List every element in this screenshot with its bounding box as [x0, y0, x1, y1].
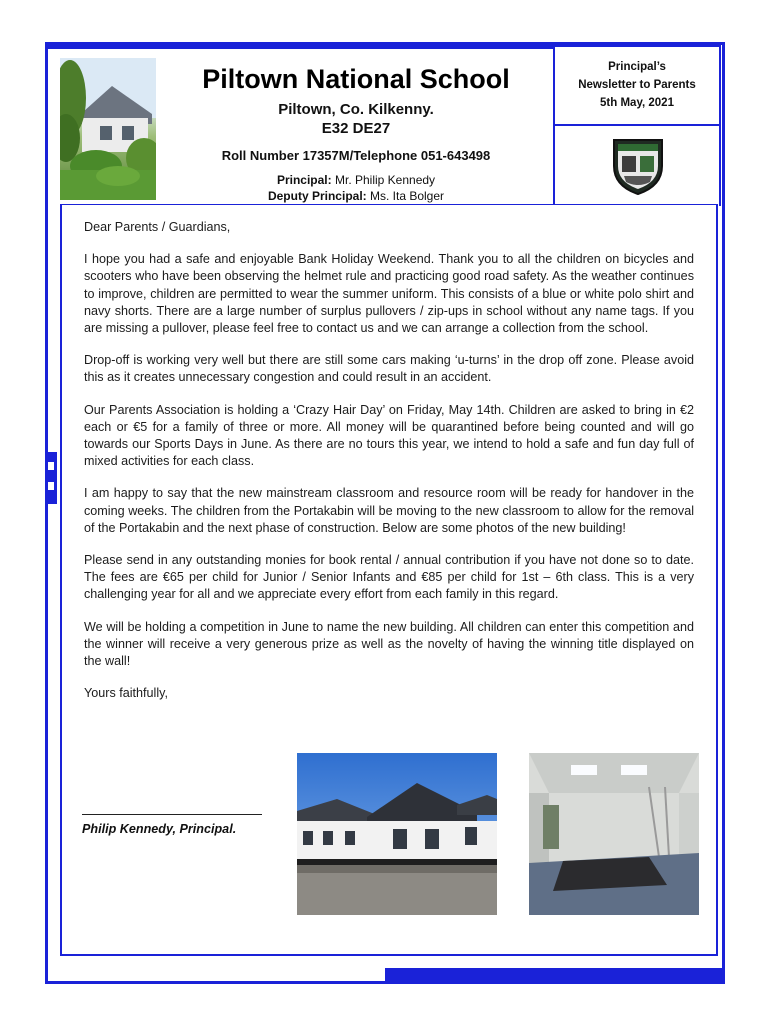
newsletter-title-line2: Newsletter to Parents: [578, 79, 696, 91]
eircode: E32 DE27: [321, 120, 391, 137]
frame-bottom-bar: [385, 968, 725, 984]
crest-box: [553, 126, 721, 206]
address-line: Piltown, Co. Kilkenny.: [278, 101, 434, 118]
staff-list: [160, 172, 552, 204]
principal-name: Mr. Philip Kennedy: [334, 173, 436, 187]
school-crest-icon: [612, 136, 664, 196]
signature-line: [82, 814, 262, 815]
new-classroom-interior-photo: [529, 753, 699, 915]
paragraph-helmet-uniform: I hope you had a safe and enjoyable Bank Holiday Weekend. Thank you to all the children on bicycles and scooters who have been observing the helmet rule and practicing good road safety. As the weather continues to improve, children are permitted to wear the summer uniform. This consists of a blue or white polo shirt and navy shorts. There are a large number of surplus pullovers / zip-ups in school without any name tags. If you are missing a pullover, please feel free to contact us and we can arrange a collection from the school.: [84, 252, 694, 336]
new-building-exterior-photo: [297, 753, 497, 915]
paragraph-crazy-hair-day: Our Parents Association is holding a ‘Crazy Hair Day’ on Friday, May 14th. Children are asked to bring in €2 each or €5 for a family of three or more. All money will be quarantined before being counted and will go towards our Sports Days in June. As there are no tours this year, we intend to hold a safe and fun day full of mixed activities for each class.: [84, 402, 694, 469]
paragraph-drop-off: Drop-off is working very well but there are still some cars making ‘u-turns’ in the drop off zone. Please avoid this as it creates unnecessary congestion and could result in an accident.: [84, 353, 694, 385]
school-header: [160, 58, 552, 204]
newsletter-date: 5th May, 2021: [600, 97, 674, 109]
closing: Yours faithfully,: [84, 686, 169, 701]
roll-number-telephone: Roll Number 17357M/Telephone 051-643498: [221, 148, 491, 163]
school-name: Piltown National School: [202, 64, 510, 94]
letter-body: [60, 204, 718, 956]
letter-text: [84, 219, 694, 702]
frame-top-bar: [45, 42, 555, 49]
deputy-label: Deputy Principal:: [267, 189, 367, 203]
principal-label: Principal:: [276, 173, 332, 187]
school-building-photo: [60, 58, 156, 200]
newsletter-info-box: [553, 45, 721, 126]
deputy-name: Ms. Ita Bolger: [370, 189, 445, 203]
signature-name: Philip Kennedy, Principal.: [82, 822, 237, 836]
frame-side-mark: [45, 452, 57, 504]
paragraph-new-classroom: I am happy to say that the new mainstream classroom and resource room will be ready for handover in the coming weeks. The children from the Portakabin will be moving to the new classroom to allow for the removal of the Portakabin and the next phase of construction. Below are some photos of the new building!: [84, 486, 694, 535]
greeting: Dear Parents / Guardians,: [84, 220, 231, 234]
paragraph-fees: Please send in any outstanding monies for book rental / annual contribution if you have not done so to date. The fees are €65 per child for Junior / Senior Infants and €85 per child for 1st – 6th class. This is a very challenging year for all and we appreciate every effort from each family in this regard.: [84, 553, 694, 602]
paragraph-competition: We will be holding a competition in June to name the new building. All children can enter this competition and the winner will receive a very generous prize as well as the novelty of having the winning title displayed on the wall!: [84, 619, 694, 669]
newsletter-title-line1: Principal’s: [608, 61, 666, 73]
